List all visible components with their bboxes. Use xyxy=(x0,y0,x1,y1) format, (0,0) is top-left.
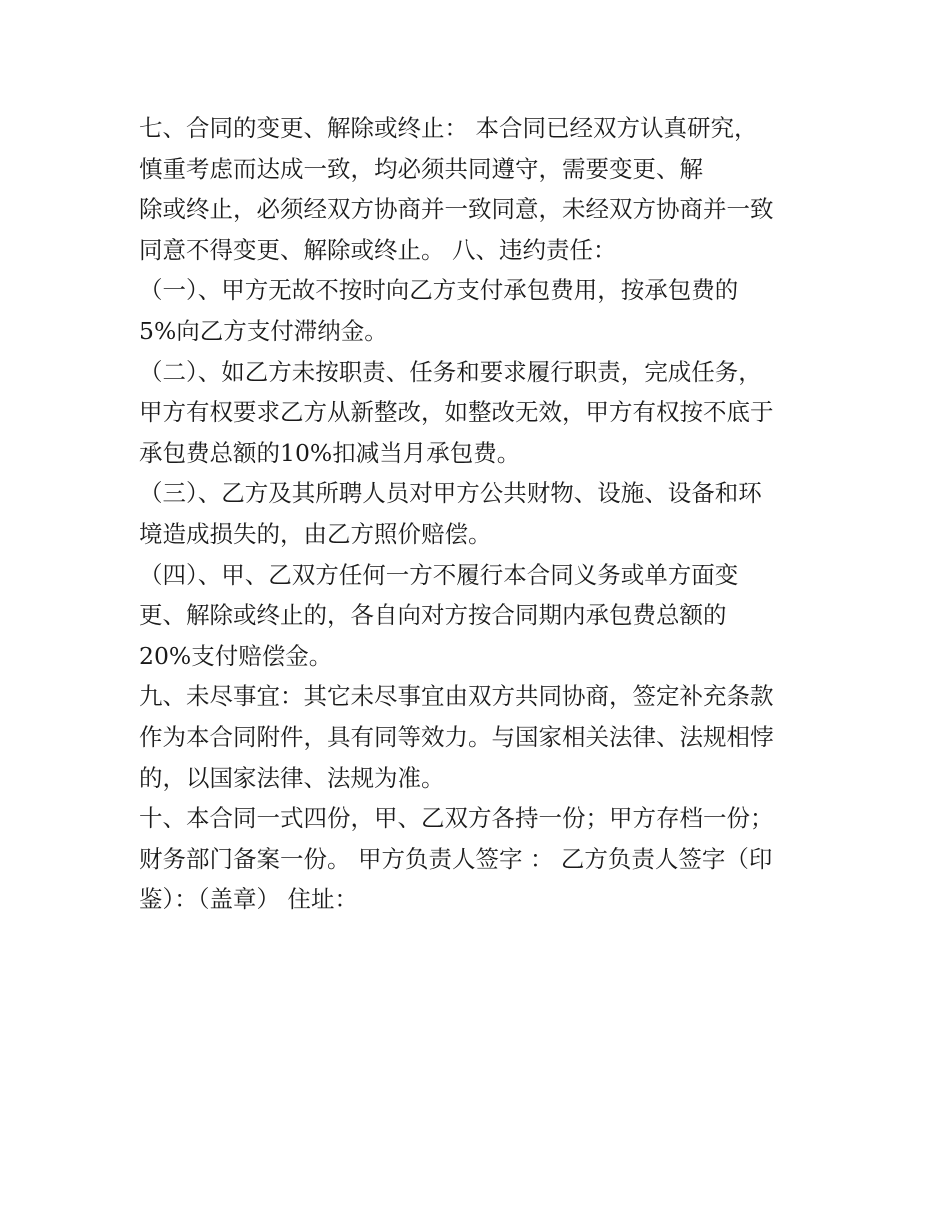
text-line: 财务部门备案一份。 甲方负责人签字 ： 乙方负责人签字（印 xyxy=(139,844,773,873)
text-line: 除或终止，必须经双方协商并一致同意，未经双方协商并一致 xyxy=(139,195,774,224)
text-line: 作为本合同附件，具有同等效力。与国家相关法律、法规相悖 xyxy=(139,722,774,751)
text-line: 更、解除或终止的，各自向对方按合同期内承包费总额的 xyxy=(139,601,727,630)
text-line: 承包费总额的10%扣减当月承包费。 xyxy=(139,438,521,467)
contract-text xyxy=(139,108,829,920)
text-line: （二）、如乙方未按职责、任务和要求履行职责，完成任务， xyxy=(139,357,762,386)
text-line: 七、合同的变更、解除或终止： 本合同已经双方认真研究， xyxy=(139,114,758,142)
text-line: 的，以国家法律、法规为准。 xyxy=(139,763,445,792)
text-line: 慎重考虑而达成一致，均必须共同遵守，需要变更、解 xyxy=(139,154,703,183)
text-line: （一）、甲方无故不按时向乙方支付承包费用，按承包费的 xyxy=(139,276,739,305)
text-line: （三）、乙方及其所聘人员对甲方公共财物、设施、设备和环 xyxy=(139,479,762,508)
text-line: 甲方有权要求乙方从新整改，如整改无效，甲方有权按不底于 xyxy=(139,398,774,427)
text-line: 鉴）：（盖章） 住址： xyxy=(139,885,358,914)
text-line: 5%向乙方支付滞纳金。 xyxy=(139,316,388,345)
text-line: （四）、甲、乙双方任何一方不履行本合同义务或单方面变 xyxy=(139,560,739,589)
text-line: 九、未尽事宜：其它未尽事宜由双方共同协商，签定补充条款 xyxy=(139,682,774,711)
text-line: 十、本合同一式四份，甲、乙双方各持一份；甲方存档一份； xyxy=(139,804,774,833)
text-line: 20%支付赔偿金。 xyxy=(139,641,333,670)
text-line: 境造成损失的，由乙方照价赔偿。 xyxy=(139,519,492,548)
text-line: 同意不得变更、解除或终止。 八、违约责任： xyxy=(139,235,617,264)
